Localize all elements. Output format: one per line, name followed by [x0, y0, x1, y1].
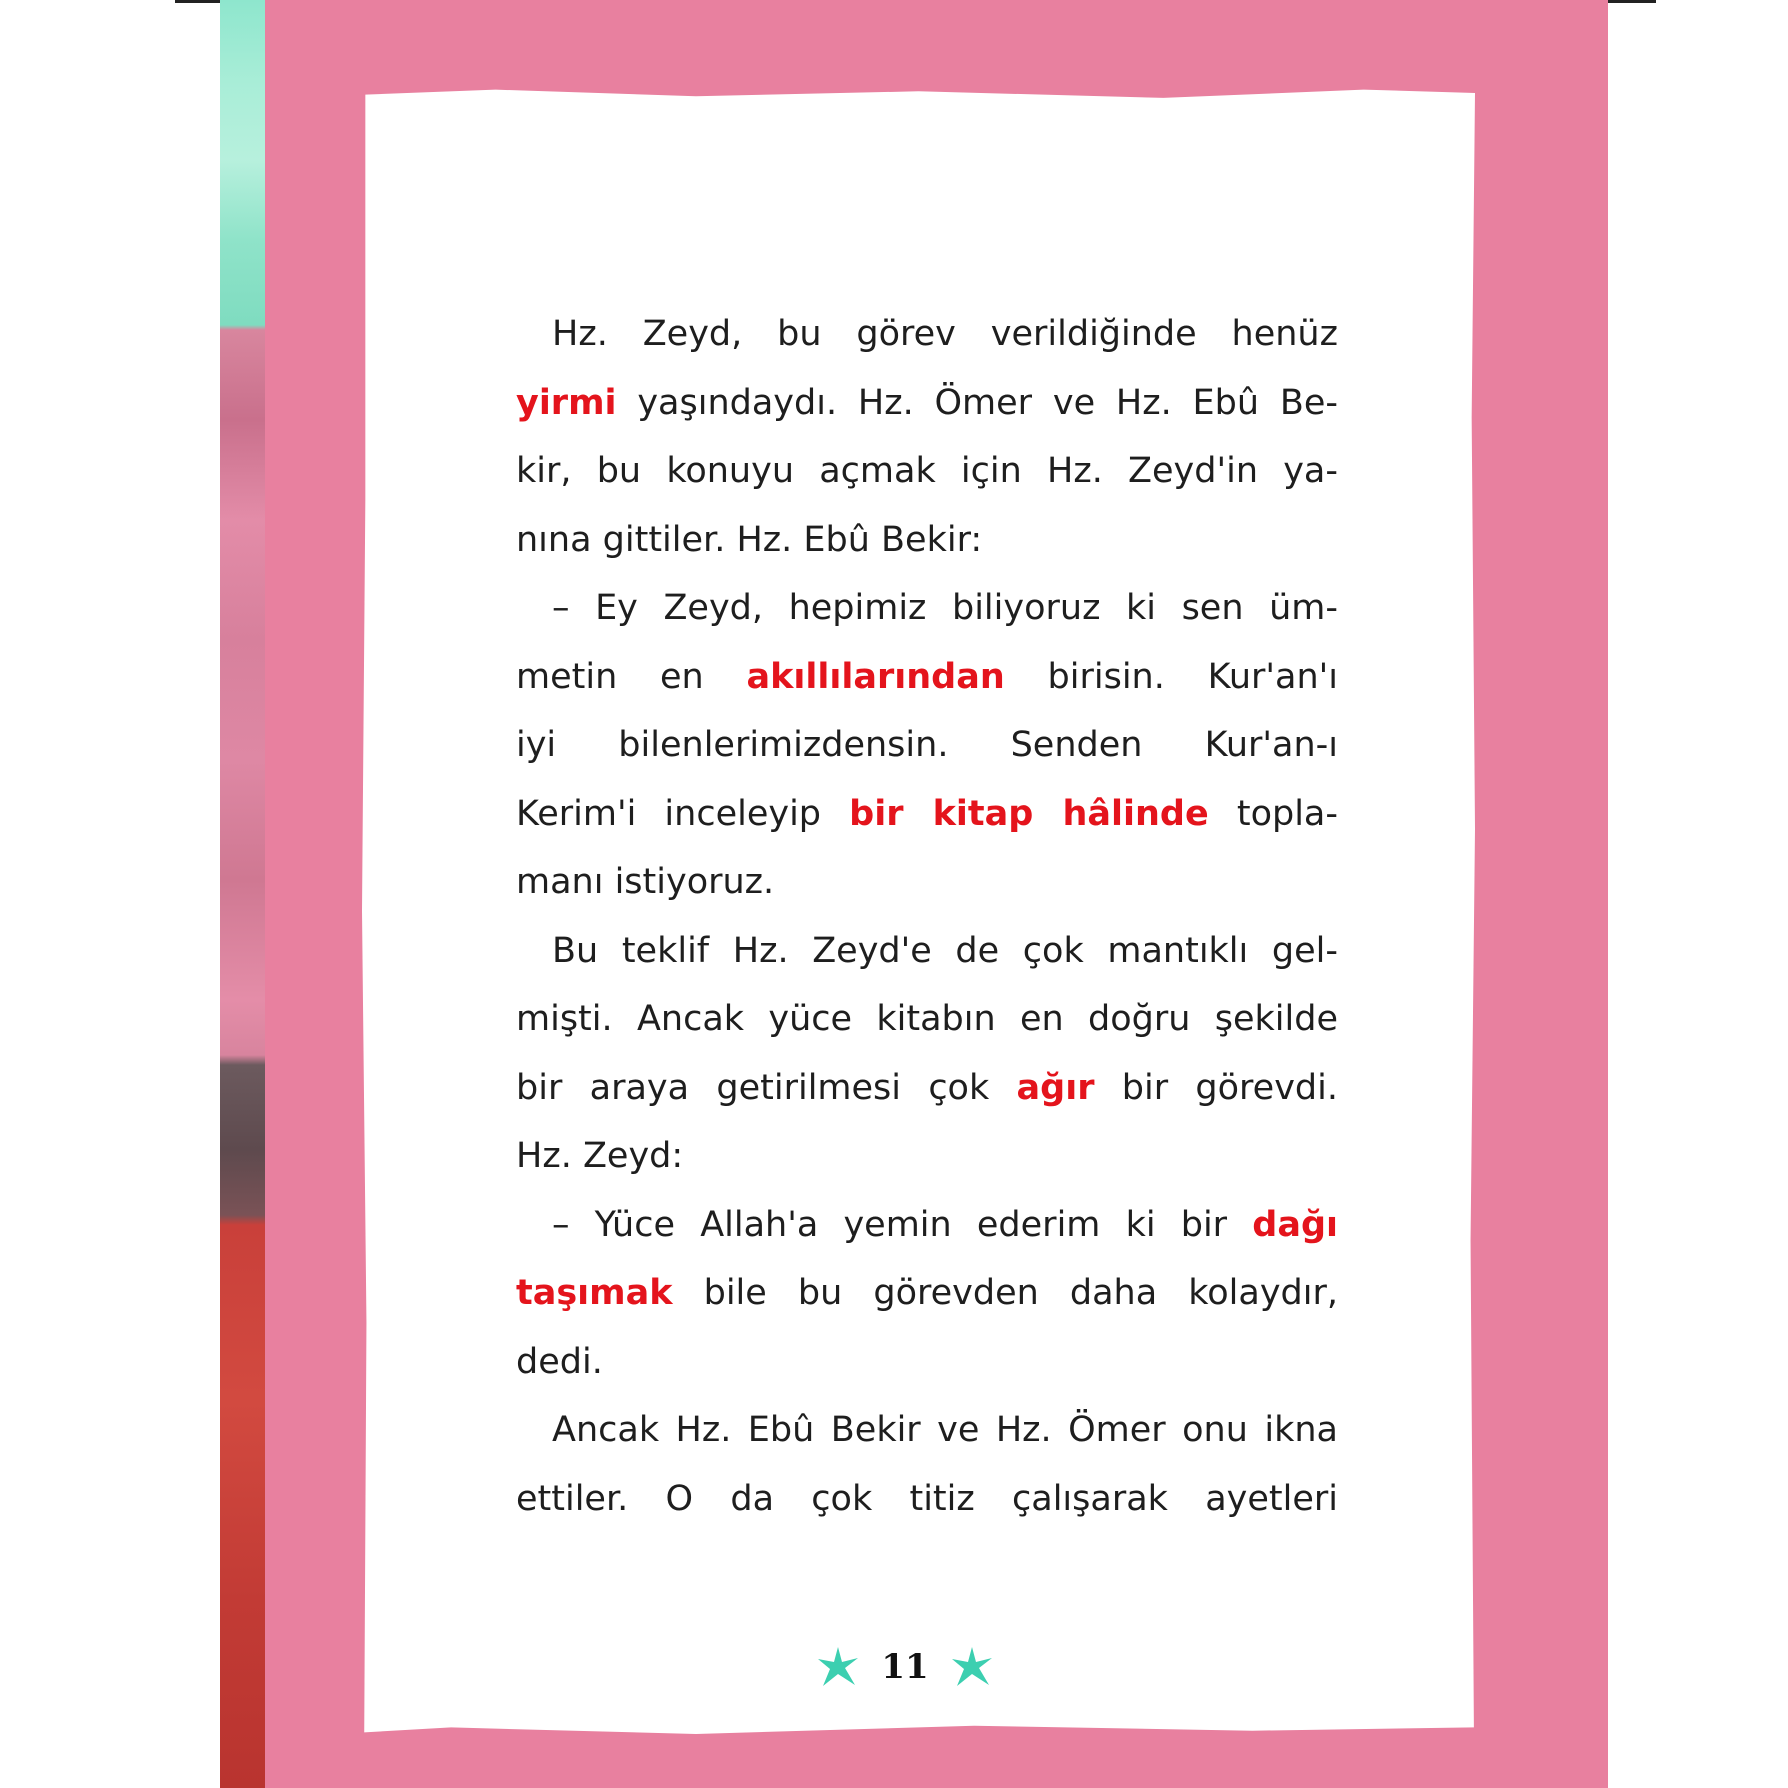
text-line: [516, 1054, 1338, 1123]
text-fragment: birisin. Kur'an'ı: [1004, 656, 1338, 697]
page-number: 11: [881, 1647, 929, 1687]
text-line: Ancak Hz. Ebû Bekir ve Hz. Ömer onu ikna: [552, 1410, 1338, 1450]
text-line: nına gittiler. Hz. Ebû Bekir:: [516, 519, 983, 560]
text-fragment: yaşındaydı. Hz. Ömer ve Hz. Ebû Be-: [616, 382, 1338, 423]
text-line: iyi bilenlerimizdensin. Senden Kur'an-ı: [516, 725, 1338, 765]
text-line: Bu teklif Hz. Zeyd'e de çok mantıklı gel-: [552, 930, 1338, 971]
text-fragment: bir araya getirilmesi çok: [516, 1067, 1017, 1108]
book-spine-edge: [220, 0, 265, 1788]
text-line: [516, 1191, 1338, 1260]
text-line: – Ey Zeyd, hepimiz biliyoruz ki sen üm-: [552, 588, 1338, 628]
text-fragment: metin en: [516, 656, 747, 697]
star-icon: [815, 1644, 861, 1690]
text-line: manı istiyoruz.: [516, 862, 775, 902]
highlight-word: ağır: [1016, 1067, 1095, 1108]
text-fragment: – Yüce Allah'a yemin ederim ki bir: [552, 1204, 1253, 1245]
text-line: [516, 1259, 1338, 1328]
text-line: kir, bu konuyu açmak için Hz. Zeyd'in ya-: [516, 451, 1338, 491]
text-line: [516, 369, 1338, 438]
text-line: Hz. Zeyd:: [516, 1136, 684, 1176]
text-line: mişti. Ancak yüce kitabın en doğru şekilde: [516, 999, 1338, 1039]
text-fragment: bir görevdi.: [1094, 1067, 1338, 1108]
body-text: [516, 300, 1338, 1533]
highlight-word: taşımak: [516, 1273, 673, 1313]
text-fragment: bile bu görevden daha kolaydır,: [672, 1273, 1338, 1313]
highlight-word: dağı: [1252, 1204, 1338, 1245]
crop-mark-right: [1608, 0, 1656, 3]
highlight-word: akıllılarından: [746, 656, 1005, 697]
text-fragment: topla-: [1208, 793, 1339, 834]
highlight-phrase: bir kitap hâlinde: [849, 793, 1209, 834]
text-line: dedi.: [516, 1341, 603, 1382]
crop-mark-left: [175, 0, 220, 3]
text-fragment: Kerim'i inceleyip: [516, 793, 850, 834]
text-line: [516, 643, 1338, 712]
highlight-word: yirmi: [516, 382, 617, 423]
star-icon: [949, 1644, 995, 1690]
text-line: [516, 780, 1338, 849]
text-line: Hz. Zeyd, bu görev verildiğinde henüz: [552, 314, 1338, 354]
text-line: ettiler. O da çok titiz çalışarak ayetleri: [516, 1478, 1338, 1519]
page-footer: [820, 1632, 990, 1702]
